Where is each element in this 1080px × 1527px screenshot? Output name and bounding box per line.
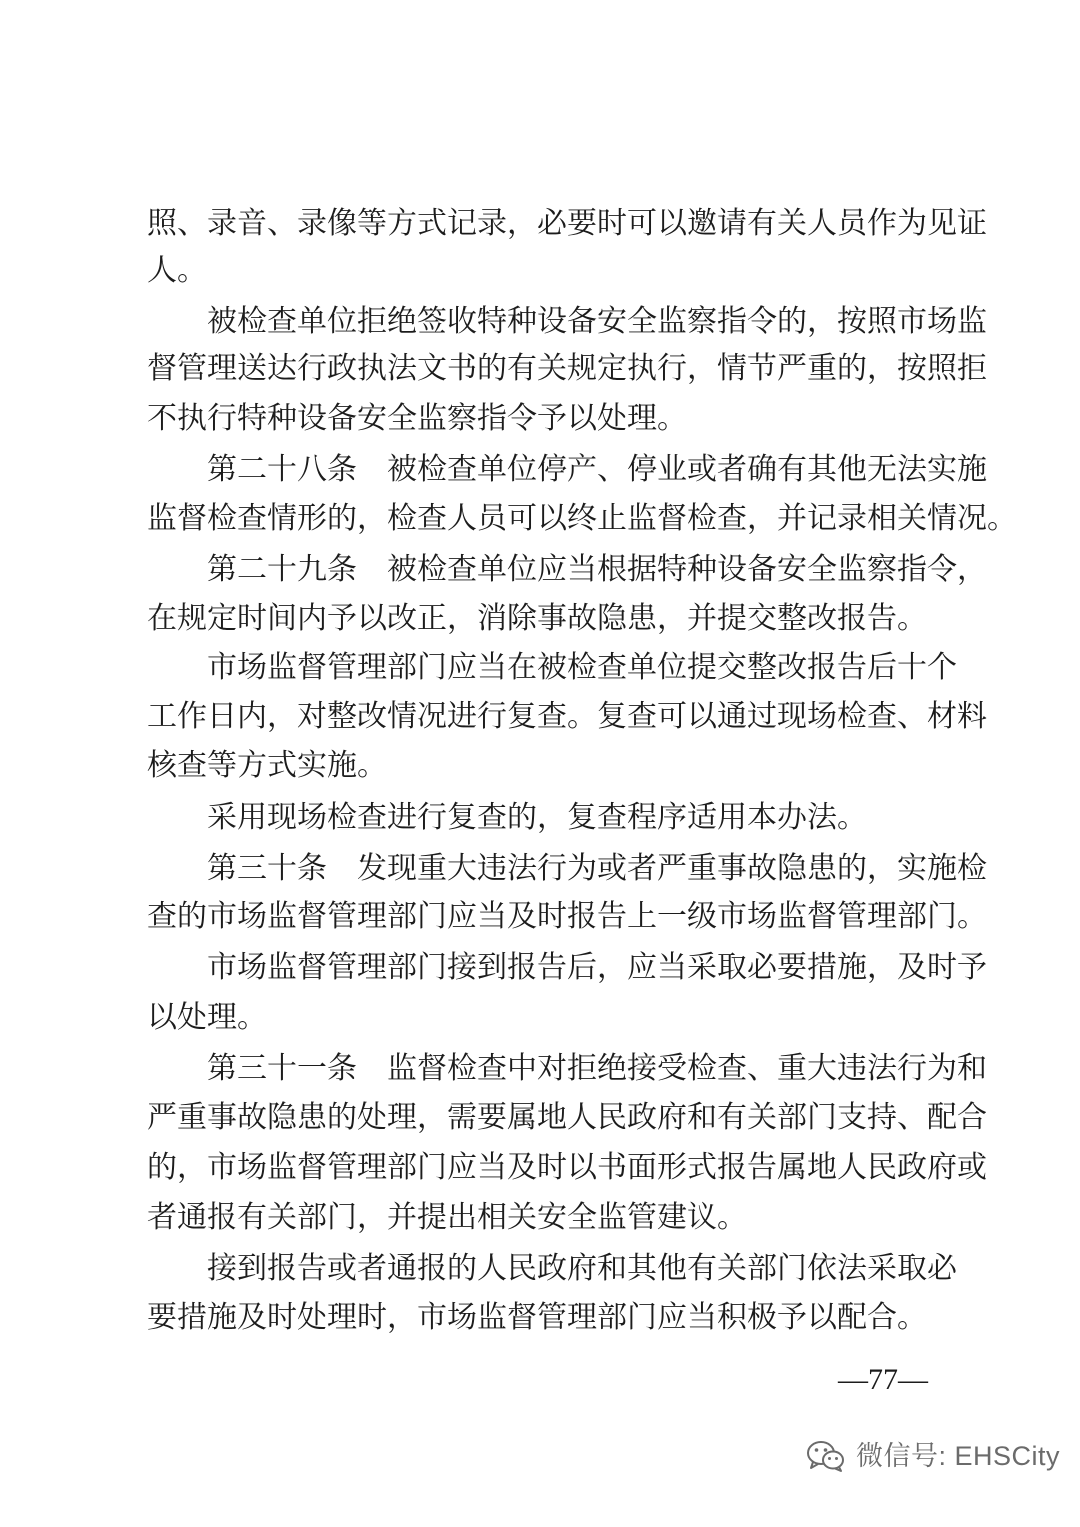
text-line: 第三十条 发现重大违法行为或者严重事故隐患的，实施检 xyxy=(207,851,987,886)
watermark-text: 微信号: EHSCity xyxy=(856,1441,1061,1471)
wechat-icon xyxy=(806,1439,846,1473)
text-line: 督管理送达行政执法文书的有关规定执行，情节严重的，按照拒 xyxy=(147,351,987,386)
text-line: 在规定时间内予以改正，消除事故隐患，并提交整改报告。 xyxy=(147,601,927,636)
text-line: 要措施及时处理时，市场监督管理部门应当积极予以配合。 xyxy=(147,1300,927,1335)
text-line: 查的市场监督管理部门应当及时报告上一级市场监督管理部门。 xyxy=(147,899,987,934)
text-line: 市场监督管理部门应当在被检查单位提交整改报告后十个 xyxy=(207,650,957,685)
text-line: 监督检查情形的，检查人员可以终止监督检查，并记录相关情况。 xyxy=(147,501,1017,536)
text-line: 的，市场监督管理部门应当及时以书面形式报告属地人民政府或 xyxy=(147,1150,987,1185)
text-line: 以处理。 xyxy=(147,1000,267,1035)
text-line: 照、录音、录像等方式记录，必要时可以邀请有关人员作为见证 xyxy=(147,206,987,241)
text-line: 者通报有关部门，并提出相关安全监管建议。 xyxy=(147,1200,747,1235)
text-line: 第三十一条 监督检查中对拒绝接受检查、重大违法行为和 xyxy=(207,1051,987,1086)
text-line: 工作日内，对整改情况进行复查。复查可以通过现场检查、材料 xyxy=(147,699,987,734)
text-line: 采用现场检查进行复查的，复查程序适用本办法。 xyxy=(207,800,867,835)
wechat-watermark xyxy=(806,1436,1060,1476)
text-line: 核查等方式实施。 xyxy=(147,748,387,783)
text-line: 第二十九条 被检查单位应当根据特种设备安全监察指令， xyxy=(207,552,987,587)
text-line: 市场监督管理部门接到报告后，应当采取必要措施，及时予 xyxy=(207,950,987,985)
text-line: 接到报告或者通报的人民政府和其他有关部门依法采取必 xyxy=(207,1251,957,1286)
page-number: —77— xyxy=(838,1363,928,1396)
text-line: 第二十八条 被检查单位停产、停业或者确有其他无法实施 xyxy=(207,452,987,487)
text-line: 不执行特种设备安全监察指令予以处理。 xyxy=(147,401,687,436)
text-line: 人。 xyxy=(147,253,207,288)
text-line: 被检查单位拒绝签收特种设备安全监察指令的，按照市场监 xyxy=(207,304,987,339)
text-line: 严重事故隐患的处理，需要属地人民政府和有关部门支持、配合 xyxy=(147,1100,987,1135)
